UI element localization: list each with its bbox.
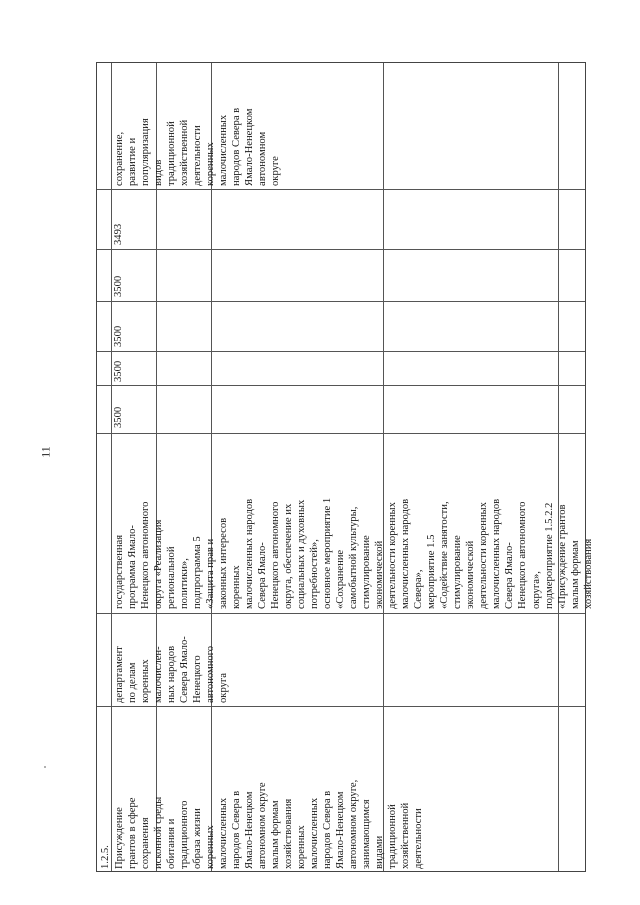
column-divider [97,613,585,614]
value-cell: 3493 [113,223,124,245]
data-table [96,62,594,872]
value-cell: 3500 [113,275,124,297]
column-divider [97,706,585,707]
column-divider [97,385,585,386]
result-cell: сохранение, развитие и популяризация видов традиционной хозяйственной деятельности коренных малочисленных народов Севера в Ямало-Ненецком автономном округе [114,107,282,186]
scan-speck [44,766,46,768]
column-divider [97,249,585,250]
row-divider [383,63,384,871]
value-cell: 3500 [113,325,124,347]
row-divider [558,63,559,871]
program-cell: государственная программа Ямало- Ненецкого автономного округа «Реализация региональной политики», подпрограмма 5 «Защита прав и законных интересов коренных малочисленных народов Севера Ямало- Ненецкого автономного округа, обеспечение их социальных и духовных потребностей», основное мероприятие 1 «Сохранение самобытной культуры, стимулирование экономической деятельности коренных малочисленных народов Севера», мероприятие 1.5 «Содействие занятости, стимулирование экономической деятельности коренных малочисленных народов Севера Ямало- Ненецкого автономного округа», подмероприятие 1.5.2.2 «Присуждение грантов малым формам хозяйствования [114,497,594,609]
column-divider [97,189,585,190]
event-name-cell: Присуждение грантов в сфере сохранения исконной среды обитания и традиционного образа жизни коренных малочисленных народов Севера в Ямало-Ненецком автономном округе малым формам хозяйствования коренных малочисленных народов Севера в Ямало-Ненецком автономном округе, занимающимся видами традиционной хозяйственной деятельности [114,779,425,869]
page-number: 11 [38,446,53,458]
column-divider [97,433,585,434]
executor-cell: департамент по делам коренных малочислен- ных народов Севера Ямало- Ненецкого автономного округа [114,636,230,703]
column-divider [97,351,585,352]
value-cell: 3500 [113,406,124,428]
column-divider [97,301,585,302]
row-number-cell: 1.2.5. [100,845,111,869]
row-divider [111,63,112,871]
value-cell: 3500 [113,360,124,382]
